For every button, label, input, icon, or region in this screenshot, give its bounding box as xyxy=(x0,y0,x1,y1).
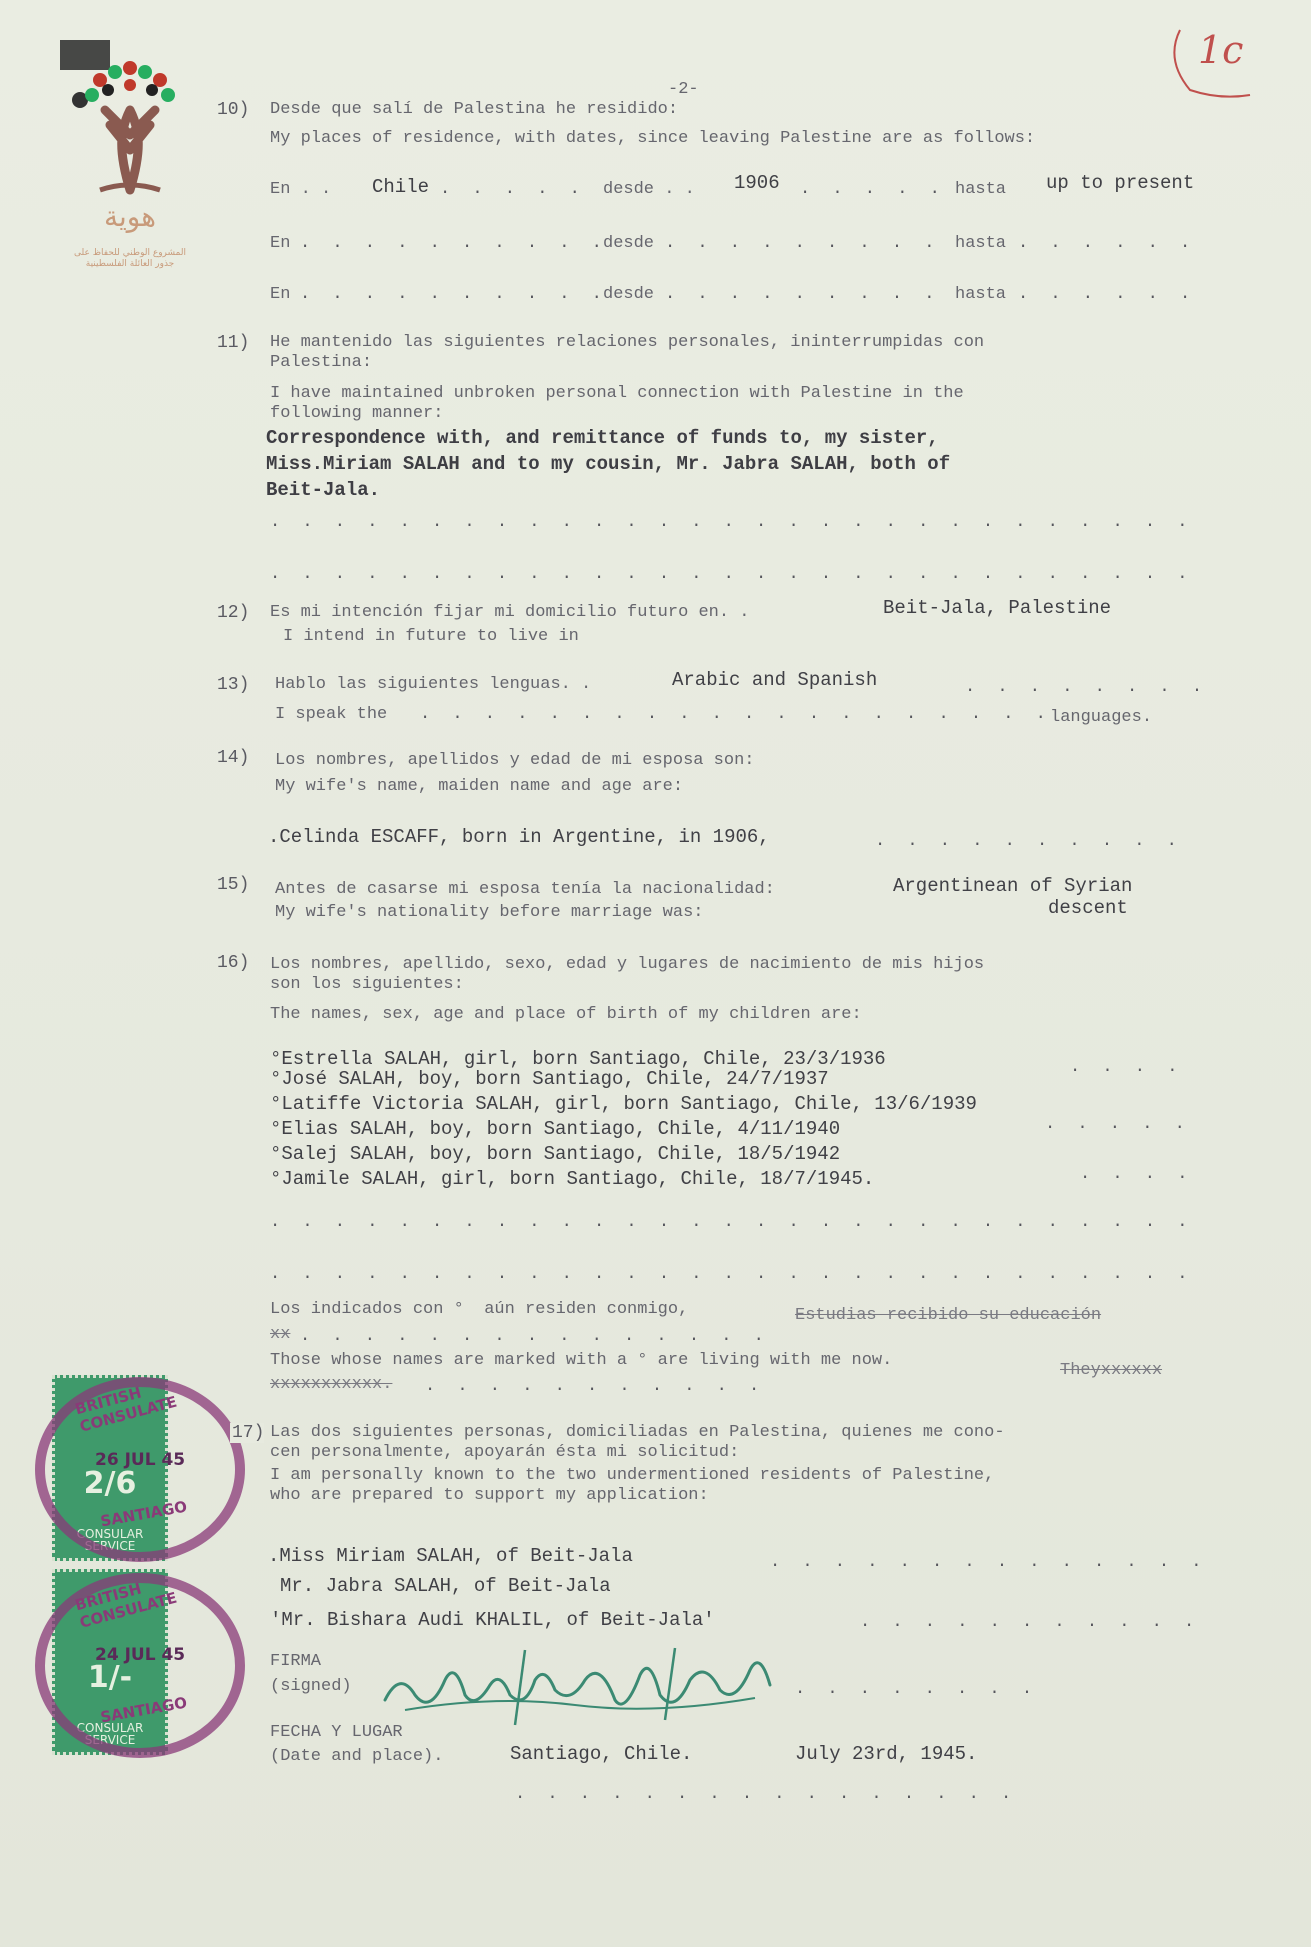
q11-english-2: following manner: xyxy=(270,404,444,423)
q13-answer: Arabic and Spanish xyxy=(672,669,878,691)
q10-row2-hasta: hasta xyxy=(955,234,1007,253)
q11-answer-3: Beit-Jala. xyxy=(266,479,381,501)
q11-number: 11) xyxy=(217,333,250,353)
q10-row3-en: En xyxy=(270,285,291,304)
q16-note-english: Those whose names are marked with a ° are living with me now. xyxy=(270,1351,893,1370)
corner-mark: 1c xyxy=(1160,20,1260,100)
logo-subtitle: المشروع الوطني للحفاظ على جذور العائلة الفلسطينية xyxy=(73,248,186,269)
signature-label-es: FIRMA xyxy=(270,1652,322,1671)
reference-2: Mr. Jabra SALAH, of Beit-Jala xyxy=(280,1575,611,1597)
q10-row2-desde: desde xyxy=(603,234,655,253)
q10-english: My places of residence, with dates, since leaving Palestine are as follows: xyxy=(270,129,1036,148)
q10-spanish: Desde que salí de Palestina he residido: xyxy=(270,100,679,119)
q12-answer: Beit-Jala, Palestine xyxy=(883,597,1112,619)
consular-stamp-1 xyxy=(30,1355,240,1555)
stamp-date: 24 JUL 45 xyxy=(95,1645,186,1665)
date-place-date: July 23rd, 1945. xyxy=(795,1743,978,1765)
q11-spanish-2: Palestina: xyxy=(270,353,373,372)
stamp-date: 26 JUL 45 xyxy=(95,1450,186,1470)
child-entry: °Estrella SALAH, girl, born Santiago, Chile, 23/3/1936 xyxy=(270,1048,886,1070)
q10-row3-desde: desde xyxy=(603,285,655,304)
q10-row1-desde: desde . . xyxy=(603,180,695,199)
stamp-value: 2/6 xyxy=(83,1466,137,1501)
stamp-city: SANTIAGO xyxy=(99,1497,189,1531)
q16-note-spanish: Los indicados con ° aún residen conmigo, xyxy=(270,1300,689,1319)
reference-3: 'Mr. Bishara Audi KHALIL, of Beit-Jala' xyxy=(270,1609,715,1631)
date-place-label-es: FECHA Y LUGAR xyxy=(270,1723,403,1742)
q17-english-1: I am personally known to the two undermentioned residents of Palestine, xyxy=(270,1466,995,1485)
page-number: -2- xyxy=(668,80,699,99)
stamp-city: SANTIAGO xyxy=(99,1693,189,1727)
q10-row1-hasta: hasta xyxy=(955,180,1007,199)
q11-english-1: I have maintained unbroken personal connection with Palestine in the xyxy=(270,384,964,403)
q16-note-english-struck: Theyxxxxxx xyxy=(1060,1361,1163,1380)
q12-english: I intend in future to live in xyxy=(283,627,579,646)
q16-spanish-1: Los nombres, apellido, sexo, edad y lugares de nacimiento de mis hijos xyxy=(270,955,985,974)
q15-number: 15) xyxy=(217,875,250,895)
stamp-label: CONSULAR SERVICE xyxy=(76,1721,144,1747)
q14-spanish: Los nombres, apellidos y edad de mi esposa son: xyxy=(275,751,755,770)
q13-spanish: Hablo las siguientes lenguas. . xyxy=(275,675,592,694)
q13-number: 13) xyxy=(217,675,250,695)
q14-number: 14) xyxy=(217,748,250,768)
q15-answer-1: Argentinean of Syrian xyxy=(893,875,1133,897)
q17-spanish-2: cen personalmente, apoyarán ésta mi solicitud: xyxy=(270,1443,740,1462)
q13-english-2: languages. xyxy=(1050,708,1153,727)
q16-spanish-2: son los siguientes: xyxy=(270,975,464,994)
q10-row1-place: Chile xyxy=(372,176,430,198)
q10-row2-en: En xyxy=(270,234,291,253)
q10-row1-en: En . . xyxy=(270,180,332,199)
child-entry: °Elias SALAH, boy, born Santiago, Chile, 4/11/1940 xyxy=(270,1118,841,1140)
heritage-logo xyxy=(60,40,200,290)
q15-english: My wife's nationality before marriage was: xyxy=(275,903,704,922)
q10-row3-hasta: hasta xyxy=(955,285,1007,304)
q17-english-2: who are prepared to support my application: xyxy=(270,1486,709,1505)
q10-number: 10) xyxy=(217,100,250,120)
q12-number: 12) xyxy=(217,603,250,623)
family-tree-icon xyxy=(60,40,200,200)
q11-answer-1: Correspondence with, and remittance of funds to, my sister, xyxy=(266,427,939,449)
q14-english: My wife's name, maiden name and age are: xyxy=(275,777,684,796)
consular-stamp-2 xyxy=(30,1555,240,1755)
child-entry: °Latiffe Victoria SALAH, girl, born Santiago, Chile, 13/6/1939 xyxy=(270,1093,977,1115)
date-place-label-en: (Date and place). xyxy=(270,1747,444,1766)
stamp-ring-text: BRITISH CONSULATE xyxy=(73,1579,179,1632)
q16-note-spanish-struck-2: xx xyxy=(270,1325,291,1344)
stamp-value: 1/- xyxy=(87,1660,133,1695)
q10-row1-from: 1906 xyxy=(734,172,780,194)
handwritten-signature xyxy=(375,1640,795,1730)
q17-number: 17) xyxy=(232,1423,265,1443)
stamp-label: CONSULAR SERVICE xyxy=(76,1527,144,1553)
logo-title: هوية xyxy=(103,200,157,233)
date-place-place: Santiago, Chile. xyxy=(510,1743,693,1765)
signature-label-en: (signed) xyxy=(270,1677,352,1696)
q16-note-english-struck-2: xxxxxxxxxxx. xyxy=(270,1375,393,1394)
q16-note-spanish-struck: Estudias recibido su educación xyxy=(795,1306,1102,1325)
stamp-ring-text: BRITISH CONSULATE xyxy=(73,1383,179,1436)
q10-row1-to: up to present xyxy=(1046,172,1195,194)
q13-english-1: I speak the xyxy=(275,705,388,724)
q15-spanish: Antes de casarse mi esposa tenía la nacionalidad: xyxy=(275,880,775,899)
reference-1: .Miss Miriam SALAH, of Beit-Jala xyxy=(268,1545,633,1567)
q16-english: The names, sex, age and place of birth of my children are: xyxy=(270,1005,862,1024)
q12-spanish: Es mi intención fijar mi domicilio futuro en. . xyxy=(270,603,750,622)
child-entry: °Salej SALAH, boy, born Santiago, Chile, 18/5/1942 xyxy=(270,1143,841,1165)
child-entry: °Jamile SALAH, girl, born Santiago, Chile, 18/7/1945. xyxy=(270,1168,875,1190)
q14-answer: .Celinda ESCAFF, born in Argentine, in 1906, xyxy=(268,826,770,848)
q17-spanish-1: Las dos siguientes personas, domiciliadas en Palestina, quienes me cono- xyxy=(270,1423,1005,1442)
q11-answer-2: Miss.Miriam SALAH and to my cousin, Mr. Jabra SALAH, both of xyxy=(266,453,951,475)
child-entry: °José SALAH, boy, born Santiago, Chile, 24/7/1937 xyxy=(270,1068,829,1090)
q11-spanish-1: He mantenido las siguientes relaciones personales, ininterrumpidas con xyxy=(270,333,985,352)
q16-number: 16) xyxy=(217,953,250,973)
q15-answer-2: descent xyxy=(1048,897,1128,919)
